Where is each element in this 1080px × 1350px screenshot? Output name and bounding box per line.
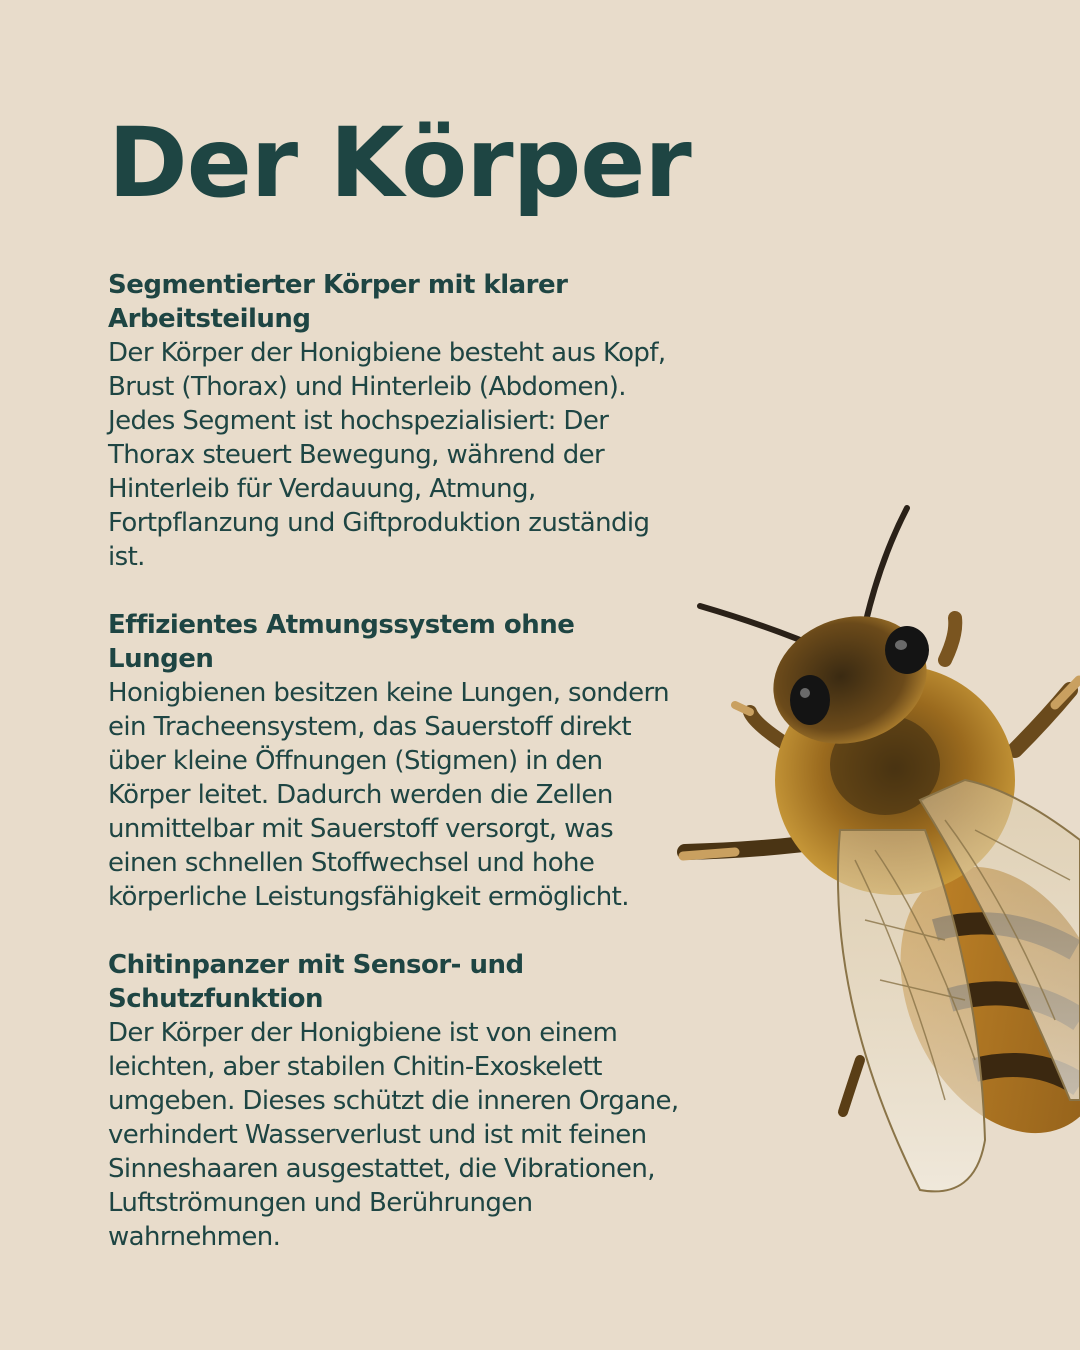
section-body: Honigbienen besitzen keine Lungen, sondern ein Tracheensystem, das Sauerstoff direkt über kleine Öffnungen (Stigmen) in den Körper leitet. Dadurch werden die Zellen unmittelbar mit Sauerstoff versorgt, was einen schnellen Stoffwechsel und hohe körperliche Leistungsfähigkeit ermöglicht. <box>108 678 669 912</box>
section-segmented-body <box>108 268 683 574</box>
section-heading: Effizientes Atmungssystem ohne Lungen <box>108 610 575 674</box>
section-body: Der Körper der Honigbiene besteht aus Kopf, Brust (Thorax) und Hinterleib (Abdomen). Jedes Segment ist hochspezialisiert: Der Thorax steuert Bewegung, während der Hinterleib für Verdauung, Atmung, Fortpflanzung und Giftproduktion zuständig ist. <box>108 338 666 572</box>
section-heading: Chitinpanzer mit Sensor- und Schutzfunktion <box>108 950 524 1014</box>
section-respiratory-system <box>108 608 683 914</box>
section-heading: Segmentierter Körper mit klarer Arbeitsteilung <box>108 270 568 334</box>
section-body: Der Körper der Honigbiene ist von einem leichten, aber stabilen Chitin-Exoskelett umgeben. Dieses schützt die inneren Organe, verhindert Wasserverlust und ist mit feinen Sinneshaaren ausgestattet, die Vibrationen, Luftströmungen und Berührungen wahrnehmen. <box>108 1018 679 1252</box>
content-column <box>108 268 683 1288</box>
section-chitin-armor <box>108 948 683 1254</box>
honeybee-image <box>675 500 1080 1200</box>
page-title: Der Körper <box>108 107 691 219</box>
